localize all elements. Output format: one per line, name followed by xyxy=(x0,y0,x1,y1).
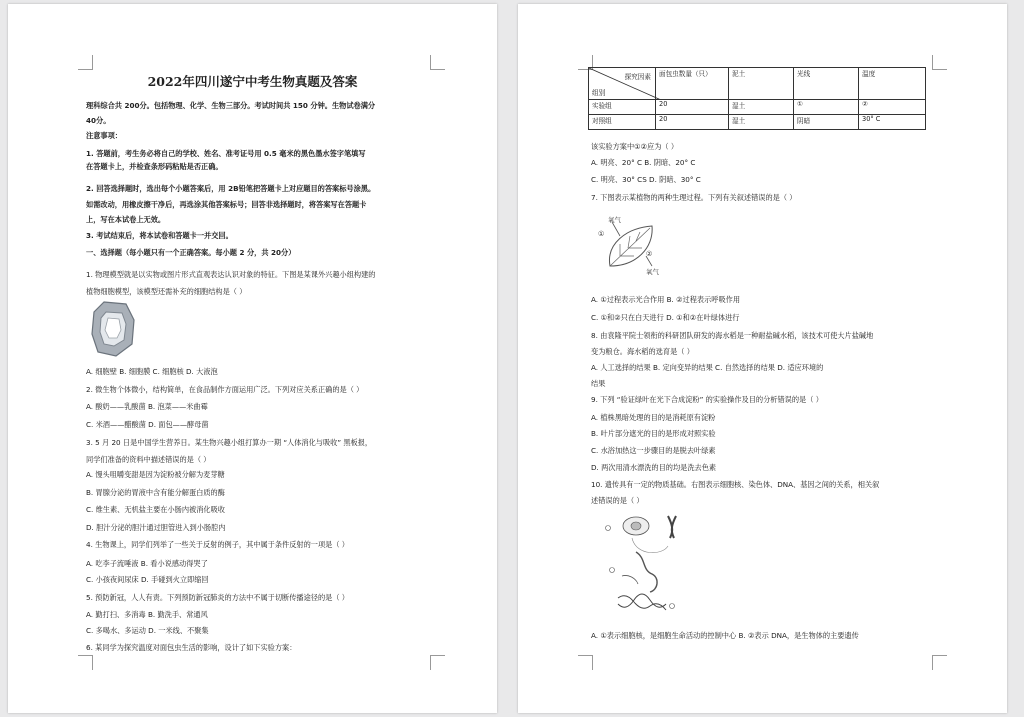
text-line: A. 细胞壁 B. 细胞膜 C. 细胞核 D. 大液泡 xyxy=(86,367,218,376)
leaf-process-figure xyxy=(596,214,666,276)
text-line: 在答题卡上，并检查条形码粘贴是否正确。 xyxy=(86,162,223,171)
text-line: A. 吃李子流唾液 B. 看小说感动得哭了 xyxy=(86,559,208,568)
text-line: 植物细胞模型，该模型还需补充的细胞结构是（ ） xyxy=(86,287,247,296)
text-line: A. 人工选择的结果 B. 定向变异的结果 C. 自然选择的结果 D. 适应环境的 xyxy=(591,363,824,372)
table-row xyxy=(589,115,926,130)
crop-mark xyxy=(78,655,93,670)
text-line: 同学们准备的资料中描述错误的是（ ） xyxy=(86,455,211,464)
text-line: 3. 5 月 20 日是中国学生营养日。某生物兴趣小组打算办一期 “人体消化与吸收” 黑板报， xyxy=(86,438,373,447)
gene-relationship-figure xyxy=(602,512,694,622)
text-line: A. ①过程表示光合作用 B. ②过程表示呼吸作用 xyxy=(591,295,741,304)
text-line: 40分。 xyxy=(86,116,111,125)
text-line: 理科综合共 200分。包括物理、化学、生物三部分。考试时间共 150 分钟。生物试卷满分 xyxy=(86,101,376,110)
text-line: C. 多喝水、多运动 D. 一米线、不聚集 xyxy=(86,626,209,635)
figure-label: 氧气 xyxy=(608,216,621,224)
text-line: D. 两次用清水漂洗的目的均是洗去色素 xyxy=(591,463,717,472)
text-line: 1. 答题前，考生务必将自己的学校、姓名、准考证号用 0.5 毫米的黑色墨水签字笔填写 xyxy=(86,149,366,158)
table-header: 光线 xyxy=(794,68,859,100)
table-row xyxy=(589,100,926,115)
table-cell: ① xyxy=(794,100,859,115)
text-line: 8. 由袁隆平院士领衔的科研团队研发的海水稻是一种耐盐碱水稻，该技术可使大片盐碱地 xyxy=(591,331,874,340)
text-line: 6. 某同学为探究温度对面包虫生活的影响，设计了如下实验方案： xyxy=(86,643,297,652)
text-line: C. 米酒——醋酸菌 D. 面包——酵母菌 xyxy=(86,420,209,429)
table-cell: 实验组 xyxy=(589,100,656,115)
figure-label: 氧气 xyxy=(646,268,659,276)
text-line: B. 叶片部分遮光的目的是形成对照实验 xyxy=(591,429,716,438)
text-line: 4. 生物课上，同学们列举了一些关于反射的例子，其中属于条件反射的一项是（ ） xyxy=(86,540,349,549)
text-line: 2. 微生物个体微小，结构简单，在食品制作方面运用广泛。下列对应关系正确的是（ ） xyxy=(86,385,364,394)
figure-label: ② xyxy=(646,250,653,258)
text-line: 结果 xyxy=(591,379,606,388)
table-header: 泥土 xyxy=(729,68,794,100)
table-cell: 30° C xyxy=(859,115,926,130)
text-line: C. 水浴加热这一步骤目的是脱去叶绿素 xyxy=(591,446,716,455)
corner-bottom-label: 组别 xyxy=(592,89,606,97)
table-header: 面包虫数量（只） xyxy=(656,68,729,100)
crop-mark xyxy=(932,55,947,70)
text-line: A. 植株黑暗处理的目的是消耗原有淀粉 xyxy=(591,413,716,422)
text-line: C. ①和②只在白天进行 D. ①和②在叶绿体进行 xyxy=(591,313,740,322)
text-line: 2. 回答选择题时，选出每个小题答案后，用 2B铅笔把答题卡上对应题目的答案标号涂黑。 xyxy=(86,184,376,193)
text-line: C. 小孩夜间尿床 D. 手碰到火立即缩回 xyxy=(86,575,209,584)
text-line: 该实验方案中①②应为（ ） xyxy=(591,142,679,151)
table-header: 温度 xyxy=(859,68,926,100)
document-title: 2022年四川遂宁中考生物真题及答案 xyxy=(147,74,358,89)
experiment-table xyxy=(588,67,926,130)
text-line: A. 勤打扫、多消毒 B. 勤洗手、常通风 xyxy=(86,610,208,619)
text-line: 5. 预防新冠，人人有责。下列预防新冠肺炎的方法中不属于切断传播途径的是（ ） xyxy=(86,593,349,602)
figure-label: ① xyxy=(598,230,605,238)
text-line: A. 明亮、20° C B. 阴暗、20° C xyxy=(591,158,696,167)
table-cell: 对照组 xyxy=(589,115,656,130)
crop-mark xyxy=(578,655,593,670)
table-cell: ② xyxy=(859,100,926,115)
text-line: C. 维生素、无机盐主要在小肠内被消化吸收 xyxy=(86,505,225,514)
text-line: C. 明亮、30° CS D. 阴暗、30° C xyxy=(591,175,701,184)
table-corner-cell xyxy=(589,68,656,100)
crop-mark xyxy=(932,655,947,670)
text-line: 上，写在本试卷上无效。 xyxy=(86,215,166,224)
text-line: 述错误的是（ ） xyxy=(591,496,644,505)
text-line: 如需改动，用橡皮擦干净后，再选涂其他答案标号；回答非选择题时，将答案写在答题卡 xyxy=(86,200,367,209)
page-1 xyxy=(8,4,497,713)
text-line: 10. 遗传具有一定的物质基础。右图表示细胞核、染色体、DNA、基因之间的关系，相关叙 xyxy=(591,480,880,489)
table-cell: 湿土 xyxy=(729,115,794,130)
text-line: 7. 下图表示某植物的两种生理过程。下列有关叙述错误的是（ ） xyxy=(591,193,797,202)
crop-mark xyxy=(430,655,445,670)
table-cell: 20 xyxy=(656,100,729,115)
text-line: A. ①表示细胞核，是细胞生命活动的控制中心 B. ②表示 DNA，是生物体的主要遗传 xyxy=(591,631,859,640)
text-line: 1. 物理模型就是以实物或图片形式直观表达认识对象的特征。下图是某课外兴趣小组构建的 xyxy=(86,270,376,279)
text-line: 一、选择题（每小题只有一个正确答案。每小题 2 分，共 20分） xyxy=(86,248,296,257)
text-line: D. 胆汁分泌的胆汁通过胆管进入到小肠腔内 xyxy=(86,523,226,532)
crop-mark xyxy=(78,55,93,70)
cell-model-figure xyxy=(90,300,136,358)
text-line: 变为粮仓。海水稻的选育是（ ） xyxy=(591,347,694,356)
text-line: 9. 下列 “验证绿叶在光下合成淀粉” 的实验操作及目的分析错误的是（ ） xyxy=(591,395,823,404)
crop-mark xyxy=(430,55,445,70)
table-cell: 阴暗 xyxy=(794,115,859,130)
text-line: B. 胃腺分泌的胃液中含有能分解蛋白质的酶 xyxy=(86,488,225,497)
page-2 xyxy=(518,4,1007,713)
text-line: 3. 考试结束后，将本试卷和答题卡一并交回。 xyxy=(86,231,233,240)
table-cell: 湿土 xyxy=(729,100,794,115)
text-line: A. 酸奶——乳酸菌 B. 泡菜——米曲霉 xyxy=(86,402,208,411)
text-line: 注意事项： xyxy=(86,131,122,140)
text-line: A. 馒头咀嚼变甜是因为淀粉被分解为麦芽糖 xyxy=(86,470,225,479)
corner-top-label: 探究因素 xyxy=(624,73,651,81)
table-cell: 20 xyxy=(656,115,729,130)
